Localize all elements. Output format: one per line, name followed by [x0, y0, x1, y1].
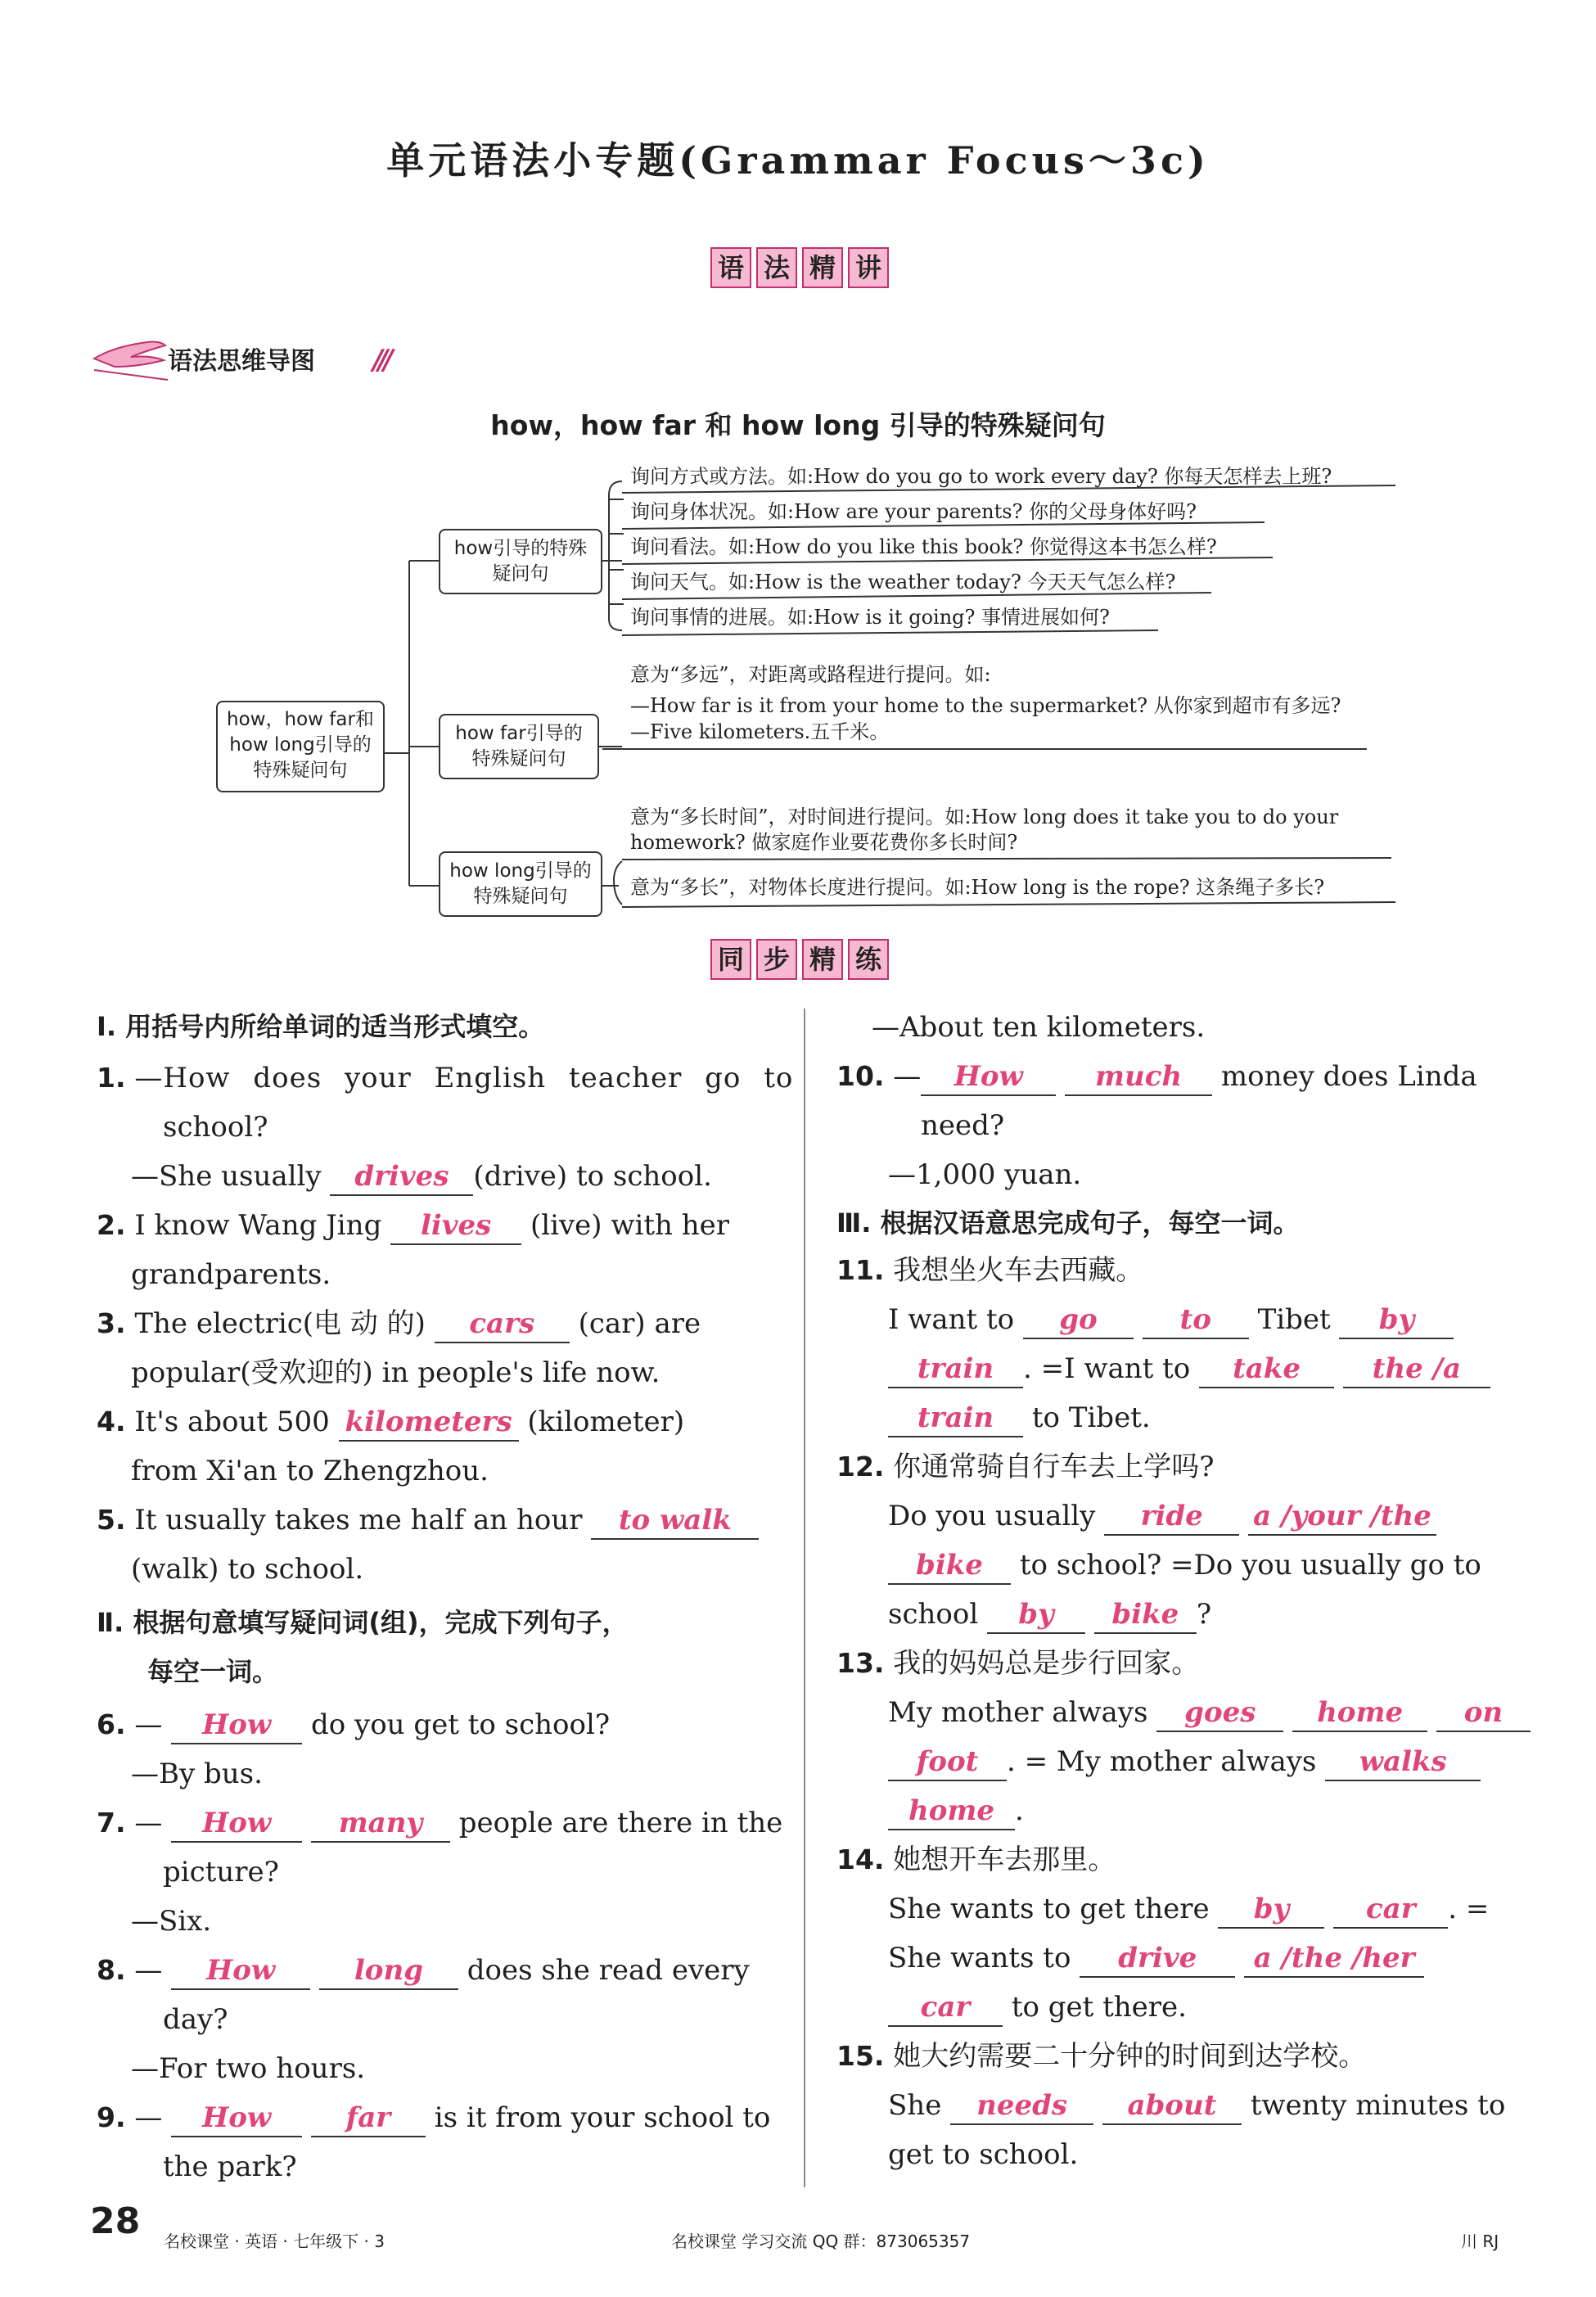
column-divider — [804, 1009, 805, 2187]
q12-line1: Do you usually ride a /your /the — [888, 1491, 1436, 1541]
answer-blank: the /a — [1343, 1351, 1490, 1388]
mindmap-label: 语法思维导图 — [168, 347, 315, 376]
answer-blank: How — [171, 1805, 302, 1843]
diagram-title: how，how far 和 how long 引导的特殊疑问句 — [490, 409, 1106, 441]
how-far-box: how far引导的特殊疑问句 — [439, 714, 599, 779]
q2: 2. I know Wang Jing lives (live) with her — [97, 1201, 729, 1250]
answer-blank: bike — [888, 1547, 1011, 1585]
answer-blank: goes — [1156, 1695, 1283, 1732]
q5-line2: (walk) to school. — [131, 1553, 364, 1586]
q10: 10. — How much money does Linda — [836, 1052, 1477, 1101]
how-usage-1: 询问方式或方法。如:How do you go to work every day? 你每天怎样去上班? — [630, 465, 1332, 488]
q15: 15. 她大约需要二十分钟的时间到达学校。 — [836, 2040, 1367, 2073]
answer-blank: How — [921, 1058, 1056, 1096]
how-far-example-q: —How far is it from your home to the supermarket? 从你家到超市有多远? — [630, 694, 1341, 717]
answer-blank: train — [888, 1351, 1023, 1388]
slash-decoration: /// — [372, 344, 389, 377]
answer-blank: a /the /her — [1244, 1940, 1424, 1978]
answer-blank: far — [311, 2100, 426, 2137]
answer-blank: home — [1292, 1695, 1427, 1732]
answer-blank: car — [888, 1989, 1003, 2027]
answer-blank: How — [171, 2100, 302, 2137]
section-badge-practice: 同 步 精 练 — [710, 939, 889, 980]
answer-blank: cars — [435, 1306, 570, 1343]
q4-line2: from Xi'an to Zhengzhou. — [131, 1455, 489, 1487]
section-2-heading-cont: 每空一词。 — [147, 1656, 279, 1687]
section-3-heading: Ⅲ. 根据汉语意思完成句子，每空一词。 — [836, 1207, 1300, 1239]
q12-line2: bike to school? =Do you usually go to — [888, 1541, 1481, 1590]
q11-line1: I want to go to Tibet by — [888, 1295, 1454, 1344]
q9-answer: —About ten kilometers. — [872, 1011, 1206, 1044]
q9-line2: the park? — [163, 2150, 297, 2183]
root-box: how，how far和how long引导的特殊疑问句 — [216, 701, 385, 792]
section-2-heading: Ⅱ. 根据句意填写疑问词(组)，完成下列句子， — [97, 1607, 629, 1638]
answer-blank: lives — [390, 1207, 521, 1245]
answer-blank: foot — [888, 1744, 1007, 1781]
how-box: how引导的特殊疑问句 — [439, 529, 602, 594]
how-far-usage: 意为“多远”，对距离或路程进行提问。如: — [630, 663, 991, 686]
q4: 4. It's about 500 kilometers (kilometer) — [97, 1397, 684, 1446]
answer-blank: walks — [1325, 1744, 1481, 1781]
answer-blank: much — [1065, 1058, 1212, 1096]
how-long-usage-1: 意为“多长时间”，对时间进行提问。如:How long does it take you to do your — [630, 806, 1339, 828]
q1: 1. —How does your English teacher go to — [97, 1062, 794, 1094]
answer-blank: by — [1218, 1891, 1324, 1929]
q3-line2: popular(受欢迎的) in people's life now. — [131, 1356, 660, 1389]
answer-blank: needs — [950, 2087, 1093, 2125]
answer-blank: a /your /the — [1248, 1498, 1436, 1536]
how-usage-5: 询问事情的进展。如:How is it going? 事情进展如何? — [630, 606, 1110, 629]
answer-blank: How — [171, 1707, 302, 1744]
how-usage-3: 询问看法。如:How do you like this book? 你觉得这本书怎么样? — [630, 535, 1217, 558]
section-1-heading: Ⅰ. 用括号内所给单词的适当形式填空。 — [97, 1011, 545, 1042]
q13-line1: My mother always goes home on — [888, 1688, 1531, 1737]
q10-line3: —1,000 yuan. — [888, 1158, 1082, 1191]
q8: 8. — How long does she read every — [97, 1946, 750, 1995]
q14-line2: She wants to drive a /the /her — [888, 1934, 1424, 1983]
q5: 5. It usually takes me half an hour to walk — [97, 1496, 759, 1545]
q13-line3: home . — [888, 1786, 1024, 1835]
how-usage-4: 询问天气。如:How is the weather today? 今天天气怎么样? — [630, 571, 1176, 593]
answer-blank: many — [311, 1805, 450, 1843]
q3: 3. The electric(电 动 的) cars (car) are — [97, 1299, 701, 1348]
q8-line2: day? — [163, 2003, 228, 2036]
q14-line1: She wants to get there by car . = — [888, 1884, 1489, 1934]
q7-line2: picture? — [163, 1856, 279, 1889]
q8-line3: —For two hours. — [131, 2052, 366, 2085]
answer-blank: go — [1023, 1302, 1134, 1339]
answer-blank: take — [1199, 1351, 1334, 1388]
answer-blank: long — [319, 1952, 458, 1990]
answer-blank: How — [171, 1952, 310, 1990]
q7-line3: —Six. — [131, 1905, 212, 1938]
answer-blank: to walk — [591, 1502, 759, 1540]
how-far-example-a: —Five kilometers.五千米。 — [630, 720, 890, 743]
q1-line3: —She usually drives (drive) to school. — [131, 1152, 712, 1201]
q11: 11. 我想坐火车去西藏。 — [836, 1254, 1144, 1287]
answer-blank: kilometers — [339, 1404, 519, 1442]
q2-line2: grandparents. — [131, 1258, 331, 1291]
answer-blank: on — [1436, 1695, 1531, 1732]
q11-line2: train . =I want to take the /a — [888, 1344, 1490, 1393]
answer-blank: drive — [1080, 1940, 1235, 1978]
q14: 14. 她想开车去那里。 — [836, 1843, 1116, 1876]
q9: 9. — How far is it from your school to — [97, 2093, 770, 2142]
q13: 13. 我的妈妈总是步行回家。 — [836, 1647, 1200, 1680]
section-badge-grammar: 语 法 精 讲 — [710, 247, 889, 288]
q7: 7. — How many people are there in the — [97, 1798, 782, 1848]
answer-blank: by — [987, 1596, 1085, 1634]
answer-blank: by — [1339, 1302, 1454, 1339]
q11-line3: train to Tibet. — [888, 1393, 1151, 1442]
how-long-box: how long引导的特殊疑问句 — [439, 851, 602, 917]
answer-blank: drives — [330, 1158, 473, 1196]
q6: 6. — How do you get to school? — [97, 1700, 610, 1749]
how-long-usage-2: 意为“多长”，对物体长度进行提问。如:How long is the rope? 这条绳子多长? — [630, 876, 1325, 899]
q12-line3: school by bike ? — [888, 1590, 1211, 1639]
answer-blank: ride — [1104, 1498, 1239, 1536]
q12: 12. 你通常骑自行车去上学吗? — [836, 1451, 1215, 1483]
footer-edition: 川 RJ — [1461, 2232, 1499, 2251]
answer-blank: about — [1102, 2087, 1242, 2125]
q13-line2: foot . = My mother always walks — [888, 1737, 1481, 1786]
how-usage-2: 询问身体状况。如:How are your parents? 你的父母身体好吗? — [630, 500, 1197, 523]
answer-blank: bike — [1094, 1596, 1197, 1634]
answer-blank: home — [888, 1793, 1015, 1830]
footer-qq-group: 名校课堂 学习交流 QQ 群：873065357 — [671, 2232, 971, 2251]
q15-line1: She needs about twenty minutes to — [888, 2081, 1505, 2130]
q6-line2: —By bus. — [131, 1758, 263, 1790]
q1-line2: school? — [163, 1111, 268, 1144]
answer-blank: car — [1333, 1891, 1448, 1929]
page-title: 单元语法小专题(Grammar Focus～3c) — [386, 138, 1210, 183]
how-long-usage-1b: homework? 做家庭作业要花费你多长时间? — [630, 831, 1018, 854]
footer-book-info: 名校课堂 · 英语 · 七年级下 · 3 — [164, 2232, 385, 2251]
answer-blank: to — [1143, 1302, 1249, 1339]
q14-line3: car to get there. — [888, 1983, 1187, 2032]
q10-line2: need? — [921, 1109, 1005, 1142]
page-number: 28 — [90, 2200, 141, 2242]
q15-line2: get to school. — [888, 2138, 1079, 2171]
answer-blank: train — [888, 1400, 1023, 1437]
